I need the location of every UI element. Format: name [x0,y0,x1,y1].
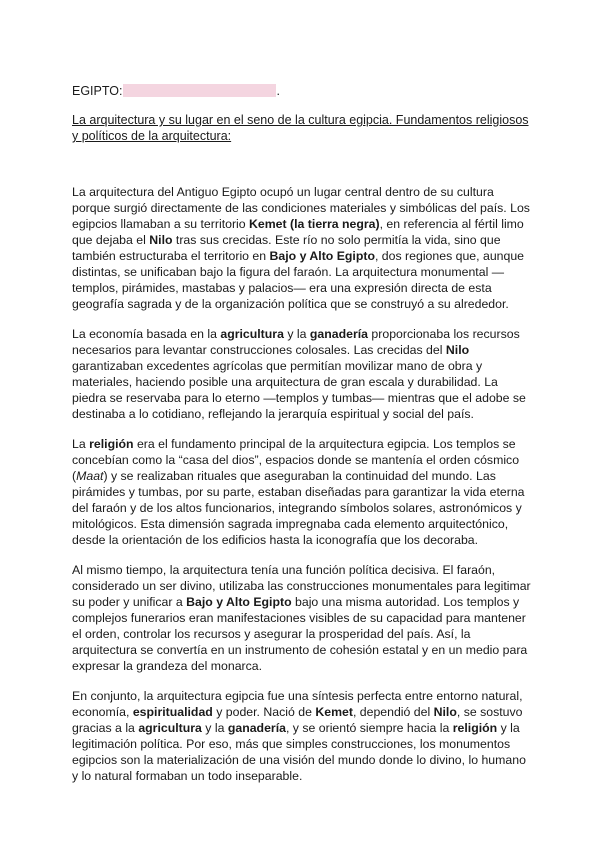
text-run: , dependió del [352,705,434,719]
text-run: , se sostuvo gracias a la [72,705,523,735]
body-paragraph [72,688,532,784]
body-paragraph [72,562,532,674]
bold-term: Nilo [445,343,470,357]
bold-term: agricultura [138,721,202,735]
text-run: y poder. Nació de [212,705,316,719]
bold-term: ganadería [227,721,286,735]
text-run: y la [201,721,228,735]
text-run: proporcionaba los recursos necesarios para levantar construcciones colosales. Las crecidas del [72,327,520,357]
heading-label: EGIPTO: [72,84,123,98]
bold-term: Kemet (la tierra negra) [249,217,380,231]
text-run: La [72,437,90,451]
highlighted-blank [123,84,276,97]
text-run: , en referencia al fértil limo que dejaba el [72,217,524,247]
text-run: Al mismo tiempo, la arquitectura tenía una función política decisiva. El faraón, considerado un ser divino, utilizaba las construcciones monumentales para legitimar su poder y unificar a [72,563,531,609]
bold-term: agricultura [220,327,284,341]
text-run: y la [283,327,310,341]
document-heading [72,84,280,99]
text-run: ) y se realizaban rituales que aseguraban la continuidad del mundo. Las pirámides y tumbas, por su parte, estaban diseñadas para garantizar la vida eterna del faraón y de los altos funcionarios, integrando símbolos solares, astronómicos y mitológicos. Esta dimensión sagrada impregnaba cada elemento arquitectónico, desde la orientación de los edificios hasta la iconografía que los decoraba. [72,469,525,547]
body-paragraph [72,326,532,422]
text-run: y la legitimación política. Por eso, más que simples construcciones, los monumentos egipcios son la materialización de una visión del mundo donde lo divino, lo humano y lo natural formaban un todo inseparable. [72,721,526,783]
body-paragraph [72,436,532,548]
text-run: La economía basada en la [72,327,221,341]
heading-trailing-mark: . [276,84,280,98]
document-subtitle: La arquitectura y su lugar en el seno de la cultura egipcia. Fundamentos religiosos y políticos de la arquitectura: [72,113,529,143]
body-paragraph [72,184,532,312]
text-run: era el fundamento principal de la arquitectura egipcia. Los templos se concebían como la “casa del dios”, espacios donde se mantenía el orden cósmico ( [72,437,520,483]
text-run: garantizaban excedentes agrícolas que permitían movilizar mano de obra y materiales, haciendo posible una arquitectura de gran escala y durabilidad. La piedra se reservaba para lo eterno —templos y tumbas— mientras que el adobe se destinaba a lo cotidiano, reflejando la jerarquía espiritual y social del país. [72,359,526,421]
bold-term: religión [452,721,498,735]
text-run: bajo una misma autoridad. Los templos y complejos funerarios eran manifestaciones visibles de su capacidad para mantener el orden, controlar los recursos y asegurar la prosperidad del país. Así, la arquitectura se convertía en un instrumento de cohesión estatal y en un medio para expresar la grandeza del monarca. [72,595,528,673]
bold-term: Nilo [433,705,457,719]
text-run: tras sus crecidas. Este río no solo permitía la vida, sino que también estructuraba el territorio en [72,233,501,263]
bold-term: Bajo y Alto Egipto [186,595,292,609]
bold-term: espiritualidad [132,705,213,719]
bold-term: Kemet [315,705,353,719]
text-run: La arquitectura del Antiguo Egipto ocupó un lugar central dentro de su cultura porque surgió directamente de las condiciones materiales y simbólicas del país. Los egipcios llamaban a su territorio [72,185,530,231]
text-run: , dos regiones que, aunque distintas, se unificaban bajo la figura del faraón. La arquitectura monumental —templos, pirámides, mastabas y palacios— era una expresión directa de esta geografía sagrada y de la organización política que se construyó a su alrededor. [72,249,525,311]
bold-term: Bajo y Alto Egipto [269,249,375,263]
document-body [72,184,532,798]
bold-term: ganadería [309,327,368,341]
bold-term: Nilo [149,233,173,247]
bold-term: religión [89,437,134,451]
italic-term: Maat [76,469,104,483]
text-run: En conjunto, la arquitectura egipcia fue una síntesis perfecta entre entorno natural, economía, [72,689,523,719]
text-run: , y se orientó siempre hacia la [285,721,453,735]
